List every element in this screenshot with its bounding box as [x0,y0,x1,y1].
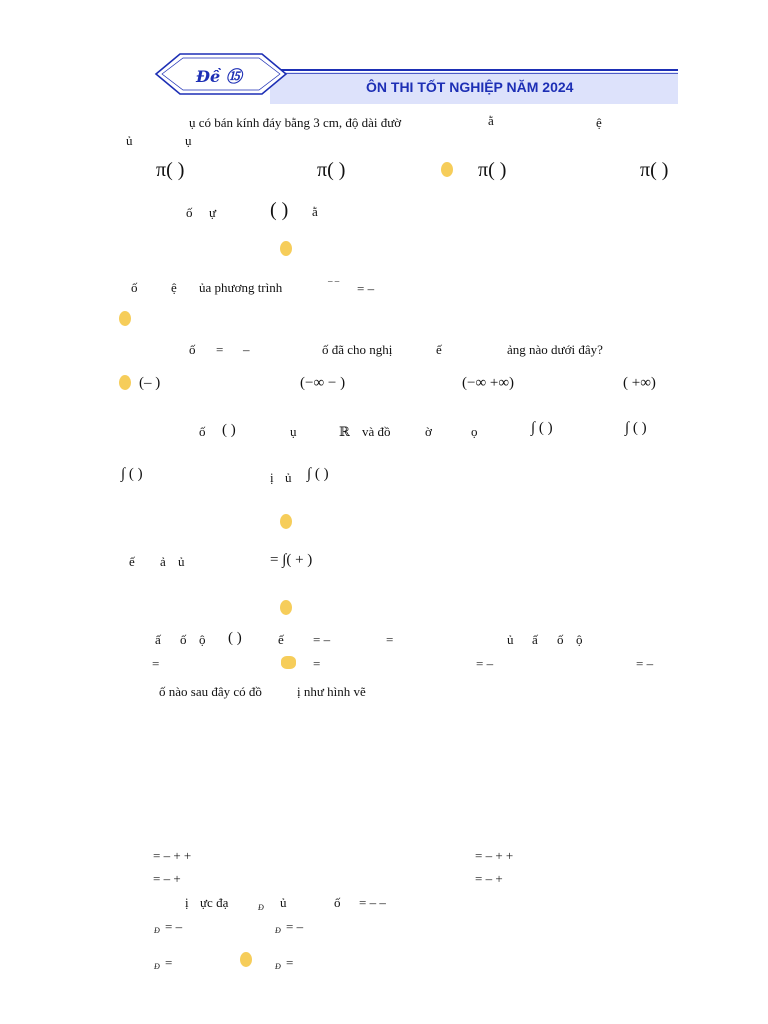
q1-option-b: π( ) [317,159,346,181]
q9-option-b: = – [286,919,304,934]
q7-option-a: = [152,656,160,671]
q1-option-c: π( ) [478,159,507,181]
q1-option-d: π( ) [640,159,669,181]
q7-text-h: ố [557,632,564,647]
answer-marker [280,514,292,529]
q9-option-a: = – [165,919,183,934]
q9-text-d: ố [334,895,341,910]
q5-integral-2: ∫ ( ) [625,420,647,436]
q5-text-c: và đồ [362,424,391,439]
q4-option-a: (– ) [139,375,161,391]
q2-paren: ( ) [270,199,289,221]
q9-sub-b: Đ [275,926,281,935]
q8-option-c: = – + [153,871,181,886]
q1-line2b: ụ [185,133,192,148]
q1-line1a: ụ có bán kính đáy bằng 3 cm, độ dài đườ [189,115,402,130]
q9-text-c: ủ [280,895,287,910]
q5-text-b: ụ [290,424,297,439]
q1-line1c: ệ [596,115,602,130]
q5-text-a: ố [199,424,206,439]
q7-eq-2: = [386,632,394,647]
q3-text-a: ố [131,280,138,295]
q2-text-c: ằ [312,204,318,219]
q4-option-b: (−∞ − ) [300,375,346,391]
q1-option-a: π( ) [156,159,185,181]
q7-option-b: = [313,656,321,671]
q7-text-d: ế [278,632,284,647]
q7-text-b: ố [180,632,187,647]
q2-text-b: ự [209,205,217,220]
q5-text-f: ị [270,470,274,485]
q3-text-b: ệ [171,280,177,295]
q5-text-d: ờ [425,424,432,439]
q4-minus: – [243,342,250,357]
q9-subscript: Đ [258,903,264,912]
q9-sub-d: Đ [275,962,281,971]
q9-option-d: = [286,955,294,970]
q3-text-c: ủa phương trình [199,280,283,295]
q9-text-a: ị [185,895,189,910]
q4-text-d: ế [436,342,442,357]
q5-fx: ( ) [222,422,236,438]
q7-text-i: ộ [576,632,583,647]
answer-marker [280,600,292,615]
q9-sub-a: Đ [154,926,160,935]
q8-option-b: = – + + [475,848,514,863]
answer-marker [119,375,131,390]
q6-text-a: ế [129,554,135,569]
q8-option-d: = – + [475,871,503,886]
q5-integral-1: ∫ ( ) [531,420,553,436]
q5-text-e: ọ [471,424,478,439]
answer-marker [119,311,131,326]
q5-integral-4: ∫ ( ) [307,466,329,482]
q8-stem: ố nào sau đây có đồ [159,684,262,699]
q9-text-b: ực đạ [200,895,229,910]
page-title: ÔN THI TỐT NGHIỆP NĂM 2024 [366,79,574,95]
answer-marker [281,656,296,669]
q7-text-g: ấ [532,632,538,647]
q6-text-b: ả [160,554,166,569]
q7-paren: ( ) [228,630,242,646]
q6-text-c: ủ [178,554,185,569]
q7-text-a: ấ [155,632,161,647]
q7-text-c: ộ [199,632,206,647]
q5-integral-3: ∫ ( ) [121,466,143,482]
q7-option-c: = – [476,656,494,671]
q4-eq: = [216,342,224,357]
q9-expression: = – – [359,895,386,910]
q4-option-d: ( +∞) [623,375,656,391]
q4-text-a: ố [189,342,196,357]
q5-reals: ℝ [339,424,350,439]
q7-eq-1: = – [313,632,331,647]
q1-line2a: ủ [126,133,133,148]
q1-line1b: ằ [488,113,494,128]
answer-marker [441,162,453,177]
q9-option-c: = [165,955,173,970]
q4-option-c: (−∞ +∞) [462,375,515,391]
q3-equation: = – [357,281,375,296]
q2-text-a: ố [186,205,193,220]
q8-option-a: = – + + [153,848,192,863]
q9-sub-c: Đ [154,962,160,971]
q3-superscript: – – [328,276,340,286]
answer-marker [240,952,252,967]
q5-text-g: ủ [285,470,292,485]
q7-text-f: ủ [507,632,514,647]
header-badge: Đề ⑮ [196,67,242,86]
q4-text-e: ảng nào dưới đây? [507,342,603,357]
answer-marker [280,241,292,256]
q7-option-d: = – [636,656,654,671]
q6-expression: = ∫( + ) [270,552,313,568]
q8-stem-2: ị như hình vẽ [297,684,366,699]
q4-text-c: ố đã cho nghị [322,342,393,357]
